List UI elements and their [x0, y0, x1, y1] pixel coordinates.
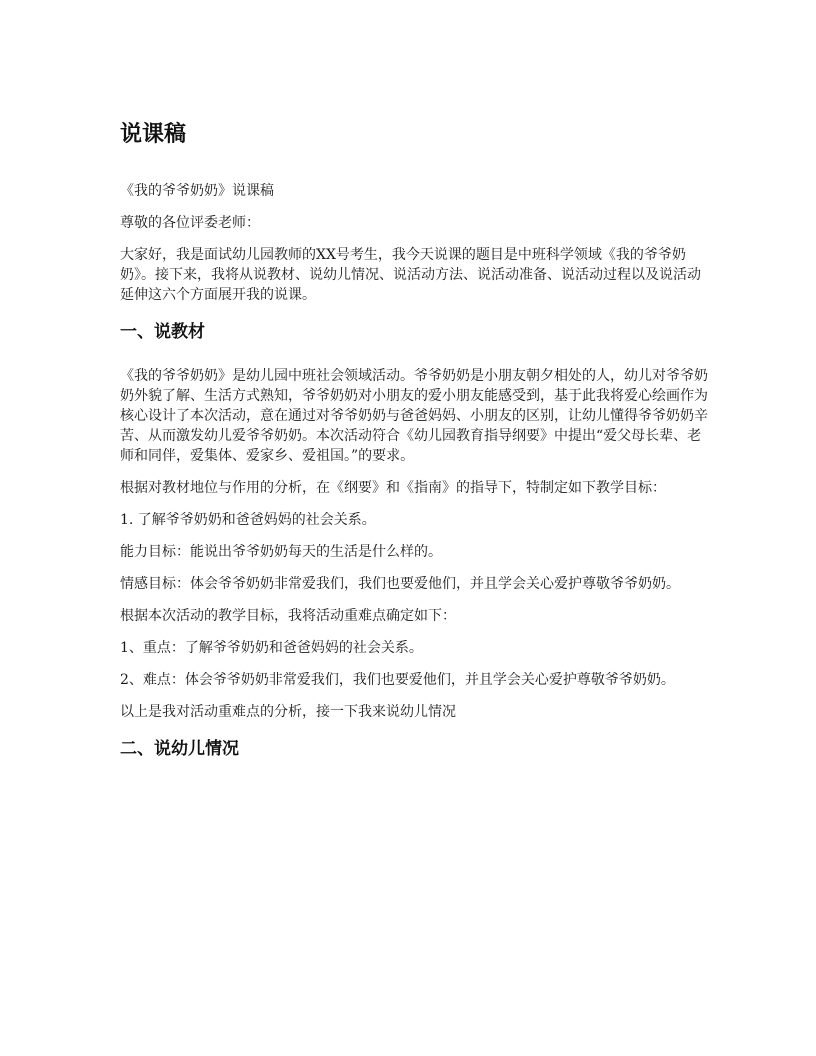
salutation: 尊敬的各位评委老师：: [120, 215, 260, 231]
section-heading-teaching-material: 一、说教材: [120, 322, 205, 342]
paragraph: 2、难点：体会爷爷奶奶非常爱我们，我们也要爱他们，并且学会关心爱护尊敬爷爷奶奶。: [120, 672, 675, 688]
document-title: 说课稿: [120, 122, 187, 147]
paragraph: 以上是我对活动重难点的分析，接一下我来说幼儿情况: [120, 704, 456, 720]
intro-paragraph: 大家好，我是面试幼儿园教师的XX号考生，我今天说课的题目是中班科学领域《我的爷爷奶奶》。接下来，我将从说教材、说幼儿情况、说活动方法、说活动准备、说活动过程以及说活动延伸这六个方面展开我的说课。: [120, 247, 701, 303]
paragraph: 根据对教材地位与作用的分析，在《纲要》和《指南》的指导下，特制定如下教学目标：: [120, 480, 666, 496]
paragraph: 能力目标：能说出爷爷奶奶每天的生活是什么样的。: [120, 544, 442, 560]
paragraph: 《我的爷爷奶奶》是幼儿园中班社会领域活动。爷爷奶奶是小朋友朝夕相处的人，幼儿对爷爷奶奶外貌了解、生活方式熟知，爷爷奶奶对小朋友的爱小朋友能感受到，基于此我将爱心绘画作为核心设计了本次活动，意在通过对爷爷奶奶与爸爸妈妈、小朋友的区别，让幼儿懂得爷爷奶奶辛苦、从而激发幼儿爱爷爷奶奶。本次活动符合《幼儿园教育指导纲要》中提出“爱父母长辈、老师和同伴，爱集体、爱家乡、爱祖国。”的要求。: [120, 368, 708, 464]
document-body: [120, 118, 710, 783]
paragraph: 情感目标：体会爷爷奶奶非常爱我们，我们也要爱他们，并且学会关心爱护尊敬爷爷奶奶。: [120, 576, 680, 592]
lesson-subtitle: 《我的爷爷奶奶》说课稿: [120, 183, 274, 199]
paragraph: 1、重点：了解爷爷奶奶和爸爸妈妈的社会关系。: [120, 640, 423, 656]
section-heading-children: 二、说幼儿情况: [120, 739, 239, 759]
paragraph: 1. 了解爷爷奶奶和爸爸妈妈的社会关系。: [120, 512, 376, 528]
paragraph: 根据本次活动的教学目标，我将活动重难点确定如下：: [120, 608, 456, 624]
